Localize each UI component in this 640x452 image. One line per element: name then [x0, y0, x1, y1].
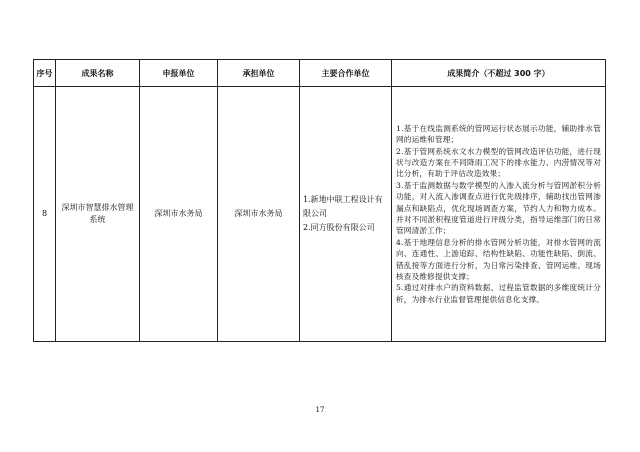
achievement-table: [33, 59, 606, 342]
cell-partners: [300, 87, 392, 342]
header-applicant: 申报单位: [140, 60, 218, 87]
summary-text: [396, 123, 601, 306]
summary-item-4: 4.基于地理信息分析的排水管网分析功能，对排水管网的流向、连通性、上游追踪、结构性缺陷、功能性缺陷、倒流、错乱接等方面进行分析，为日常污染排查、管网运维、现场核查及维修提供支撑；: [396, 237, 601, 282]
summary-item-2: 2.基于管网系统水文水力模型的管网改造评估功能，进行现状与改造方案在不同降雨工况下的排水能力、内涝情况等对比分析，有助于评估改造效果；: [396, 146, 601, 179]
table-header-row: [34, 60, 606, 87]
page-number: 17: [315, 406, 325, 414]
cell-number: 8: [34, 87, 56, 342]
cell-applicant: 深圳市水务局: [140, 87, 218, 342]
partner-1: 1.新地中联工程设计有限公司: [303, 195, 383, 218]
header-name: 成果名称: [56, 60, 140, 87]
partner-2: 2.同方股份有限公司: [303, 223, 375, 232]
summary-item-1: 1.基于在线监测系统的管网运行状态展示功能，辅助排水管网的运维和管理；: [396, 123, 601, 145]
header-undertaker: 承担单位: [218, 60, 300, 87]
cell-undertaker: 深圳市水务局: [218, 87, 300, 342]
summary-item-3: 3.基于监测数据与数学模型的入渗入流分析与管网淤积分析功能，对入流入渗调查点进行优先级排序，辅助找出管网渗漏点和缺陷点，优化现场调查方案，节约人力和物力成本。并对不同淤积程度管道进行评级分类，指导运维部门的日常管网清淤工作；: [396, 180, 601, 236]
header-number: 序号: [34, 60, 56, 87]
summary-item-5: 5.通过对排水户的资料数据、过程监管数据的多维度统计分析，为排水行业监督管理提供信息化支撑。: [396, 283, 601, 304]
header-partners: 主要合作单位: [300, 60, 392, 87]
cell-name: 深圳市智慧排水管理系统: [56, 87, 140, 342]
cell-summary: [392, 87, 606, 342]
header-summary: 成果简介（不超过 300 字）: [392, 60, 606, 87]
table-row: [34, 87, 606, 342]
